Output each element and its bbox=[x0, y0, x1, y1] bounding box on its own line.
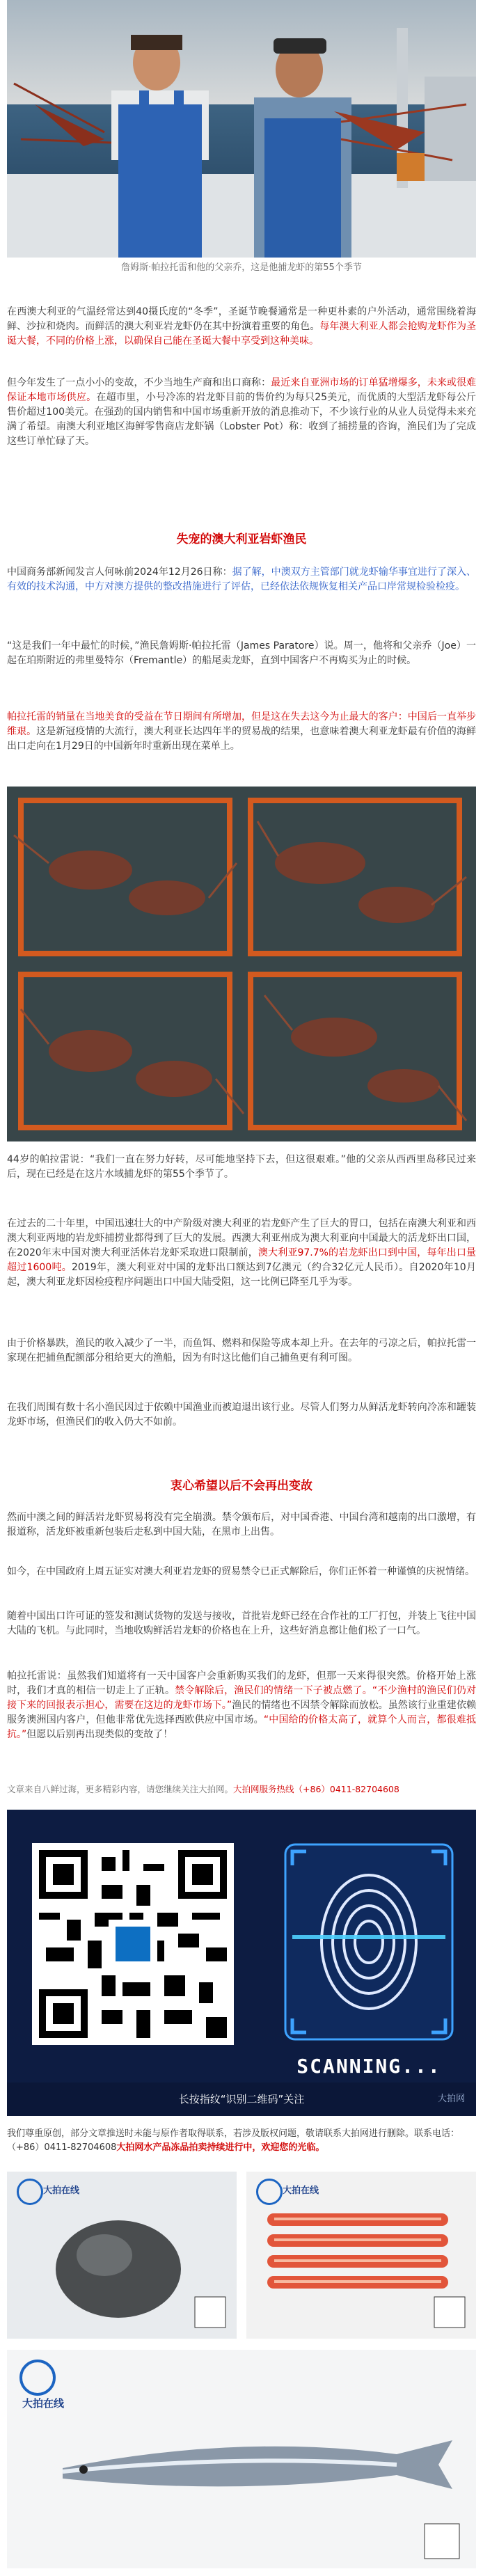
product-logo bbox=[17, 2179, 43, 2205]
intro-paragraph-1 bbox=[7, 305, 476, 349]
intro-paragraph-2 bbox=[7, 376, 476, 449]
scanning-label: SCANNING... bbox=[296, 2055, 441, 2078]
product-logo bbox=[256, 2179, 283, 2205]
section-title-2: 衷心希望以后不会再出变故 bbox=[171, 1479, 312, 1493]
s2-p4-more: 渔民的情绪也不因禁令解除而放松。虽然该行业重建依赖服务澳洲国内客户，但他非常优先选择西欧供应中国市场。 bbox=[7, 1700, 476, 1725]
section1-paragraph-3 bbox=[7, 710, 476, 754]
section1-paragraph-1 bbox=[7, 565, 476, 594]
section2-paragraph-2: 如今，在中国政府上周五证实对澳大利亚岩龙虾的贸易禁令已正式解除后，你们正怀着一种谨慎的庆祝情绪。 bbox=[7, 1566, 475, 1577]
section2-paragraph-1: 然而中澳之间的鲜活岩龙虾贸易将没有完全崩溃。禁令颁布后，对中国香港、中国台湾和越南的出口激增，有报道称，活龙虾被重新包装后走私到中国大陆，在黑市上出售。 bbox=[7, 1512, 476, 1538]
body2-paragraph-2 bbox=[7, 1217, 476, 1290]
copyright-note bbox=[7, 2127, 476, 2155]
b2-p2-highlight: 澳大利亚97.7%的岩龙虾出口到中国，每年出口量超过1600吨。 bbox=[7, 1247, 476, 1273]
hotline-text: 大拍网服务热线（+86）0411-82704608 bbox=[233, 1784, 399, 1794]
b2-p2-rest: 2019年，澳大利亚对中国的龙虾出口额达到7亿澳元（约合32亿元人民币）。自2020年10月起，澳大利亚龙虾因检疫程序问题出口中国大陆受阻，这一比例已降至几乎为零。 bbox=[7, 1262, 476, 1288]
product-brand: 大拍在线 bbox=[43, 2186, 80, 2196]
section-title-1: 失宠的澳大利亚岩虾渔民 bbox=[176, 532, 307, 546]
s1-p1-highlight: 据了解，中澳双方主管部门就龙虾输华事宜进行了深入、有效的技术沟通，中方对澳方提供的整改措施进行了评估，已经依法依规恢复相关产品口岸常规检验检疫。 bbox=[7, 567, 476, 592]
intro-p1-text: 在西澳大利亚的气温经常达到40摄氏度的“冬季”，圣诞节晚餐通常是一种更朴素的户外活动，通常围绕着海鲜、沙拉和烧肉。而鲜活的澳大利亚岩龙虾仍在其中扮演着重要的角色。 bbox=[7, 306, 476, 332]
lobsters-image bbox=[7, 787, 476, 1141]
s2-p4-end: 但愿以后别再出现类似的变故了！ bbox=[26, 1729, 173, 1740]
fingerprint-icon bbox=[278, 1838, 459, 2046]
fishermen-photo bbox=[7, 0, 476, 258]
banner-footer bbox=[7, 2083, 476, 2116]
section1-paragraph-2: “这是我们一年中最忙的时候，”渔民詹姆斯·帕拉托雷（James Paratore）说。周一，他将和父亲乔（Joe）一起在珀斯附近的弗里曼特尔（Fremantle）的船尾卖龙虾，直到中国客户不再购买为止的时候。 bbox=[7, 640, 476, 666]
intro-p1-highlight: 每年澳大利亚人都会抢购龙虾作为圣诞大餐，不同的价格上涨，以确保自己能在圣诞大餐中享受到这种美味。 bbox=[7, 321, 476, 347]
product-gallery bbox=[7, 2172, 476, 2568]
intro-p2-text: 但今年发生了一点小小的变故，不少当地生产商和出口商称： bbox=[7, 377, 271, 388]
intro-p2-highlight: 最近来自亚洲市场的订单猛增爆多，未来或很难保证本地市场供应。 bbox=[7, 377, 477, 403]
s2-p4-highlight: 禁令解除后，渔民们的情绪一下子被点燃了。“不少渔村的渔民们仍对接下来的回报表示担心，需要在这边的龙虾市场下。” bbox=[7, 1685, 476, 1711]
copyright-text: 我们尊重原创，部分文章推送时未能与原作者取得联系，若涉及版权问题，敬请联系大拍网进行删除。联系电话：（+86）0411-82704608 bbox=[7, 2128, 460, 2153]
b2-p2-text: 在过去的二十年里，中国迅速壮大的中产阶级对澳大利亚的岩龙虾产生了巨大的胃口，包括在南澳大利亚和西澳大利亚两地的岩龙虾捕捞业都得到了巨大的发展。西澳大利亚州成为澳大利亚向中国最大的活龙虾出口国，在2020年末中国对澳大利亚活体岩龙虾采取进口限制前， bbox=[7, 1218, 476, 1258]
product-crab-legs[interactable] bbox=[246, 2172, 476, 2339]
banner-footer-text: 长按指纹“识别二维码”关注 bbox=[178, 2093, 305, 2105]
s2-p4-highlight-2: “中国给的价格太高了，就算个人而言，都很难抵抗。” bbox=[7, 1714, 476, 1740]
intro-p2-rest: 在超市里，小号冷冻的岩龙虾目前的售价约为每只25美元，而优质的大型活龙虾每公斤售价超过100美元。在强劲的国内销售和中国市场重新开放的消息推动下，不少该行业的从业人员觉得未来充满了希望。南澳大利亚地区海鲜零售商店龙虾锅（Lobster Pot）称：收到了捕捞量的咨询，渔民们为了完成这些订单忙碌了天。 bbox=[7, 392, 477, 447]
product-logo bbox=[19, 2360, 56, 2396]
s2-p4-text: 帕拉托雷说：虽然我们知道将有一天中国客户会重新购买我们的龙虾，但那一天来得很突然。价格开始上涨时，我们才真的相信一切走上了正轨。 bbox=[7, 1670, 476, 1696]
product-frozen-fish[interactable] bbox=[7, 2172, 237, 2339]
banner-brand: 大拍网 bbox=[437, 2094, 465, 2104]
product-brand: 大拍在线 bbox=[283, 2186, 319, 2196]
product-brand: 大拍在线 bbox=[22, 2397, 65, 2410]
s1-p3-highlight: 帕拉托雷的销量在当地美食的受益在节日期间有所增加，但是这在失去这今为止最大的客户：中国后一直举步维艰。 bbox=[7, 711, 476, 737]
s1-p1-text: 中国商务部新闻发言人何咏前2024年12月26日称： bbox=[7, 567, 232, 578]
body2-paragraph-3: 由于价格暴跌，渔民的收入减少了一半，而鱼饵、燃料和保险等成本却上升。在去年的弓凉之后，帕拉托雷一家现在把捕鱼配额部分租给更大的渔船，因为有时这比他们自己捕鱼更有利可图。 bbox=[7, 1338, 476, 1364]
section2-paragraph-4 bbox=[7, 1669, 476, 1742]
hero-photo bbox=[7, 0, 476, 258]
saury-image bbox=[7, 2350, 476, 2568]
body2-paragraph-1: 44岁的帕拉雷说：“我们一直在努力好转，尽可能地坚持下去，但这很艰难。”他的父亲从西西里岛移民过来后，现在已经是在这片水域捕龙虾的第55个季节了。 bbox=[7, 1154, 476, 1180]
section2-paragraph-3: 随着中国出口许可证的签发和测试货物的发送与接收，首批岩龙虾已经在合作社的工厂打包，并装上飞往中国大陆的飞机。与此同时，当地收购鲜活岩龙虾的价格也在上升，这些好消息都让他们松了一口气。 bbox=[7, 1611, 476, 1636]
scan-panel bbox=[278, 1838, 459, 2046]
source-text: 文章来自八鲜过海，更多精彩内容，请您继续关注大拍网。 bbox=[7, 1784, 234, 1794]
hero-caption: 詹姆斯·帕拉托雷和他的父亲乔，这是他捕龙虾的第55个季节 bbox=[121, 262, 362, 273]
body2-paragraph-4: 在我们周围有数十名小渔民因过于依赖中国渔业而被迫退出该行业。尽管人们努力从鲜活龙虾转向冷冻和罐装龙虾市场，但渔民们的收入仍大不如前。 bbox=[7, 1402, 476, 1428]
qr-code-icon bbox=[32, 1843, 234, 2045]
s1-p3-text: 这是新冠疫情的大流行，澳大利亚长达四年半的贸易战的结果，也意味着澳大利亚龙虾最有价值的海鲜出口走向在1月29日的中国新年时重新出现在菜单上。 bbox=[7, 726, 477, 752]
qr-code[interactable] bbox=[32, 1843, 234, 2045]
auction-text: 大拍网水产品冻品拍卖持续进行中，欢迎您的光临。 bbox=[116, 2142, 325, 2153]
lobster-crate-photo bbox=[7, 787, 476, 1141]
source-note bbox=[7, 1783, 476, 1796]
qr-banner bbox=[7, 1810, 476, 2116]
product-saury[interactable] bbox=[7, 2350, 476, 2568]
